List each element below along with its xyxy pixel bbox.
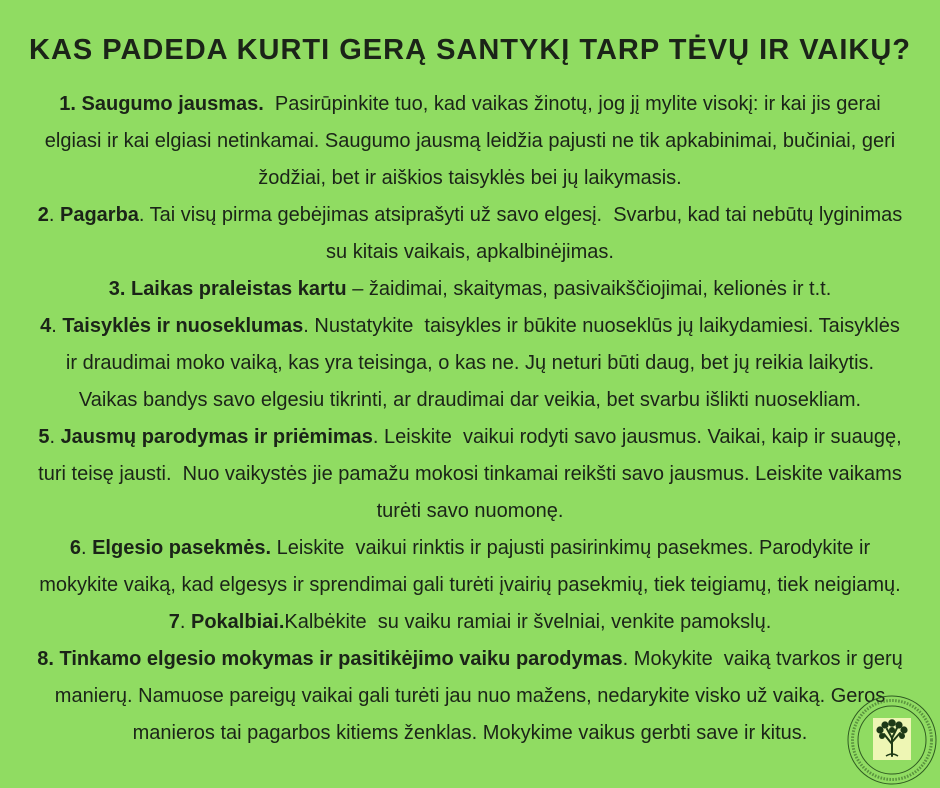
- point-5-heading: Jausmų parodymas ir priėmimas: [60, 426, 373, 448]
- point-3-text: – žaidimai, skaitymas, pasivaikščiojimai, kelionės ir t.t.: [346, 278, 832, 300]
- point-8: [0, 641, 940, 752]
- point-5-line-3: turėti savo nuomonę.: [376, 500, 564, 522]
- point-6-line-1: [0, 530, 940, 567]
- point-3-heading: 3. Laikas praleistas kartu: [108, 278, 347, 300]
- point-5: [0, 419, 940, 530]
- point-4-text: . Nustatykite taisykles ir būkite nuoseklūs jų laikydamiesi. Taisyklės: [303, 315, 900, 337]
- point-8-line-2: manierų. Namuose pareigų vaikai gali turėti jau nuo mažens, nedarykite visko už vaiką. Geros: [54, 685, 886, 707]
- point-3-line-1: [0, 271, 940, 308]
- point-6-text: Leiskite vaikui rinktis ir pajusti pasirinkimų pasekmes. Parodykite ir: [271, 537, 871, 559]
- point-7-line-1: [0, 604, 940, 641]
- tips-list: [0, 86, 940, 752]
- point-6: [0, 530, 940, 604]
- page-title: KAS PADEDA KURTI GERĄ SANTYKĮ TARP TĖVŲ IR VAIKŲ?: [29, 34, 911, 66]
- point-7-separator: .: [179, 611, 191, 633]
- point-5-line-2: turi teisę jausti. Nuo vaikystės jie pamažu mokosi tinkamai reikšti savo jausmus. Leiskite vaikams: [38, 463, 902, 485]
- point-3: [0, 271, 940, 308]
- point-4-heading: Taisyklės ir nuoseklumas: [62, 315, 304, 337]
- point-4-line-1: [0, 308, 940, 345]
- point-5-line-1: [0, 419, 940, 456]
- point-1-line-2: elgiasi ir kai elgiasi netinkamai. Saugumo jausmą leidžia pajusti ne tik apkabinimai, bučiniai, geri: [44, 130, 896, 152]
- point-2-line-1: [0, 197, 940, 234]
- point-2-heading: Pagarba: [59, 204, 139, 226]
- point-5-number: 5: [38, 426, 50, 448]
- point-7-text: Kalbėkite su vaiku ramiai ir švelniai, venkite pamokslų.: [284, 611, 772, 633]
- point-6-line-2: mokykite vaiką, kad elgesys ir sprendimai gali turėti įvairių pasekmių, tiek teigiamų, tiek neigiamų.: [39, 574, 901, 596]
- point-1-line-1: [0, 86, 940, 123]
- point-1-text: Pasirūpinkite tuo, kad vaikas žinotų, jog jį mylite visokį: ir kai jis gerai: [263, 93, 881, 115]
- point-2-number: 2: [37, 204, 49, 226]
- point-1: [0, 86, 940, 197]
- point-6-heading: Elgesio pasekmės.: [92, 537, 272, 559]
- point-7-heading: Pokalbiai.: [191, 611, 285, 633]
- point-5-text: . Leiskite vaikui rodyti savo jausmus. Vaikai, kaip ir suaugę,: [372, 426, 902, 448]
- point-4-number: 4: [40, 315, 52, 337]
- point-4-line-2: ir draudimai moko vaiką, kas yra teisinga, o kas ne. Jų neturi būti daug, bet jų reikia laikytis.: [65, 352, 875, 374]
- point-4-line-3: Vaikas bandys savo elgesiu tikrinti, ar draudimai dar veikia, bet svarbu išlikti nuosekliam.: [78, 389, 862, 411]
- logo-stamp: [846, 694, 938, 786]
- point-6-separator: .: [80, 537, 93, 559]
- point-2-text: . Tai visų pirma gebėjimas atsiprašyti už savo elgesį. Svarbu, kad tai nebūtų lyginimas: [138, 204, 903, 226]
- point-6-number: 6: [69, 537, 81, 559]
- point-4: [0, 308, 940, 419]
- point-7-number: 7: [168, 611, 180, 633]
- point-8-heading: 8. Tinkamo elgesio mokymas ir pasitikėjimo vaiku parodymas: [37, 648, 623, 670]
- point-2-line-2: su kitais vaikais, apkalbinėjimas.: [326, 241, 614, 263]
- point-1-heading: 1. Saugumo jausmas.: [59, 93, 264, 115]
- point-8-line-1: [0, 641, 940, 678]
- point-2-separator: .: [48, 204, 60, 226]
- point-5-separator: .: [49, 426, 61, 448]
- point-4-separator: .: [51, 315, 63, 337]
- point-7: [0, 604, 940, 641]
- point-2: [0, 197, 940, 271]
- point-8-text: . Mokykite vaiką tvarkos ir gerų: [622, 648, 903, 670]
- point-1-line-3: žodžiai, bet ir aiškios taisyklės bei jų laikymasis.: [258, 167, 682, 189]
- point-8-line-3: manieros tai pagarbos kitiems ženklas. Mokykime vaikus gerbti save ir kitus.: [132, 722, 808, 744]
